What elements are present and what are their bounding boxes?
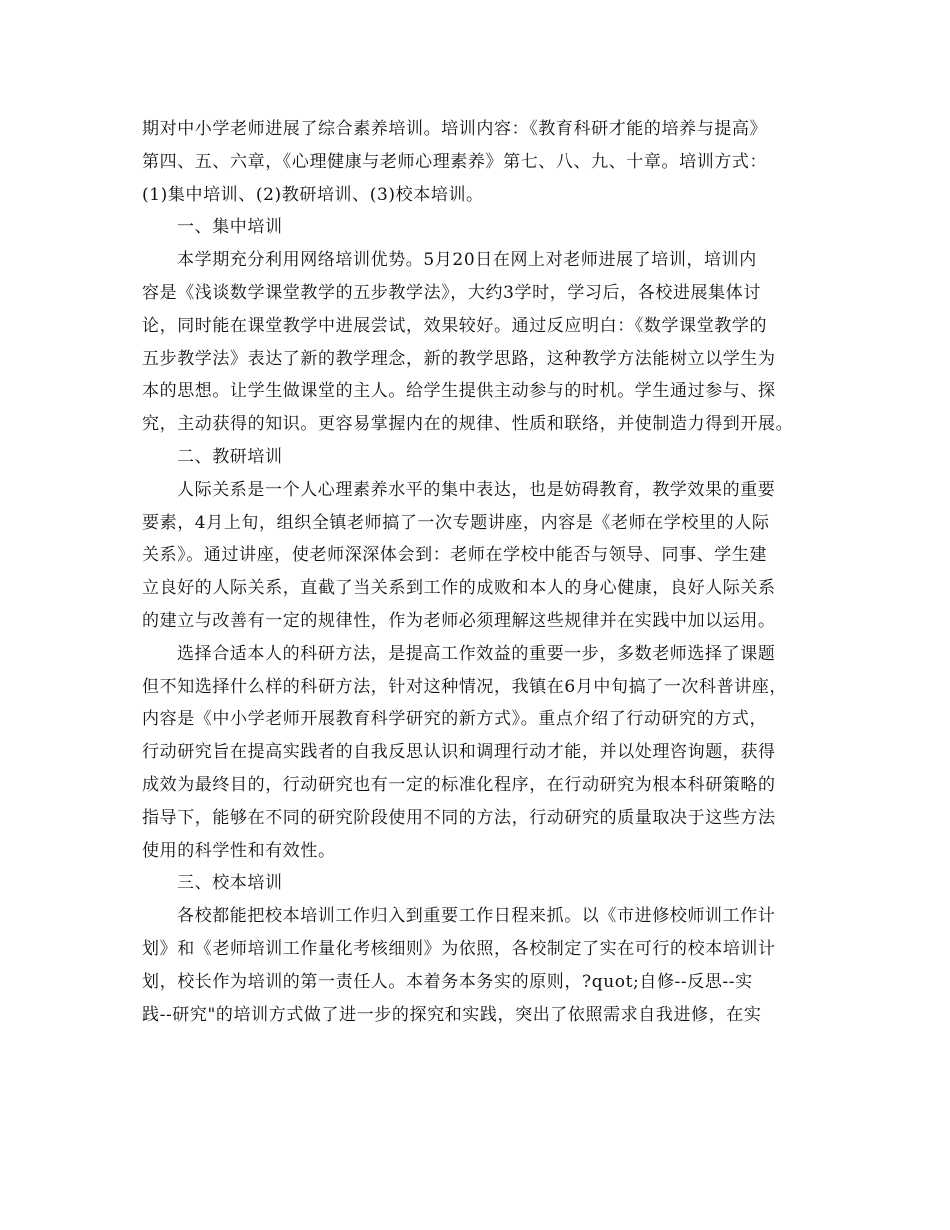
- text-line: 指导下，能够在不同的研究阶段使用不同的方法，行动研究的质量取决于这些方法: [142, 807, 776, 828]
- text-line: 关系》。通过讲座，使老师深深体会到：老师在学校中能否与领导、同事、学生建: [142, 545, 768, 566]
- text-line: 要素，4月上旬，组织全镇老师搞了一次专题讲座，内容是《老师在学校里的人际: [142, 512, 770, 533]
- text-line: 成效为最终目的，行动研究也有一定的标准化程序，在行动研究为根本科研策略的: [142, 774, 776, 795]
- text-line: 五步教学法》表达了新的教学理念，新的教学思路，这种教学方法能树立以学生为: [142, 348, 776, 369]
- text-line: 的建立与改善有一定的规律性，作为老师必须理解这些规律并在实践中加以运用。: [142, 610, 776, 631]
- text-line: 划，校长作为培训的第一责任人。本着务本务实的原则，?quot;自修--反思--实: [142, 971, 753, 992]
- text-line: 各校都能把校本培训工作归入到重要工作日程来抓。以《市进修校师训工作计: [177, 906, 776, 927]
- text-line: 立良好的人际关系，直截了当关系到工作的成败和本人的身心健康，良好人际关系: [142, 578, 776, 599]
- text-line: 行动研究旨在提高实践者的自我反思认识和调理行动才能，并以处理咨询题，获得: [142, 742, 776, 763]
- text-line: 第四、五、六章，《心理健康与老师心理素养》第七、八、九、十章。培训方式：: [142, 151, 768, 172]
- section-heading: 一、集中培训: [177, 217, 283, 238]
- document-body: [142, 113, 822, 1031]
- text-line: 本的思想。让学生做课堂的主人。给学生提供主动参与的时机。学生通过参与、探: [142, 381, 776, 402]
- text-line: 人际关系是一个人心理素养水平的集中表达，也是妨碍教育，教学效果的重要: [177, 479, 776, 500]
- text-line: (1)集中培训、(2)教研培训、(3)校本培训。: [142, 184, 484, 205]
- text-line: 选择合适本人的科研方法，是提高工作效益的重要一步，多数老师选择了课题: [177, 643, 776, 664]
- section-heading: 三、校本培训: [177, 873, 283, 894]
- text-line: 践--研究"的培训方式做了进一步的探究和实践，突出了依照需求自我进修，在实: [142, 1004, 762, 1025]
- text-line: 内容是《中小学老师开展教育科学研究的新方式》。重点介绍了行动研究的方式，: [142, 709, 768, 730]
- text-line: 论，同时能在课堂教学中进展尝试，效果较好。通过反应明白：《数学课堂教学的: [142, 315, 768, 336]
- text-line: 期对中小学老师进展了综合素养培训。培训内容：《教育科研才能的培养与提高》: [142, 119, 768, 139]
- section-heading: 二、教研培训: [177, 446, 283, 467]
- text-line: 使用的科学性和有效性。: [142, 840, 336, 861]
- text-line: 但不知选择什么样的科研方法，针对这种情况，我镇在6月中旬搞了一次科普讲座，: [142, 676, 788, 697]
- text-line: 划》和《老师培训工作量化考核细则》为依照，各校制定了实在可行的校本培训计: [142, 938, 776, 959]
- text-line: 容是《浅谈数学课堂教学的五步教学法》，大约3学时，学习后，各校进展集体讨: [142, 282, 761, 303]
- text-line: 本学期充分利用网络培训优势。5月20日在网上对老师进展了培训，培训内: [177, 250, 757, 271]
- text-line: 究，主动获得的知识。更容易掌握内在的规律、性质和联络，并使制造力得到开展。: [142, 414, 794, 435]
